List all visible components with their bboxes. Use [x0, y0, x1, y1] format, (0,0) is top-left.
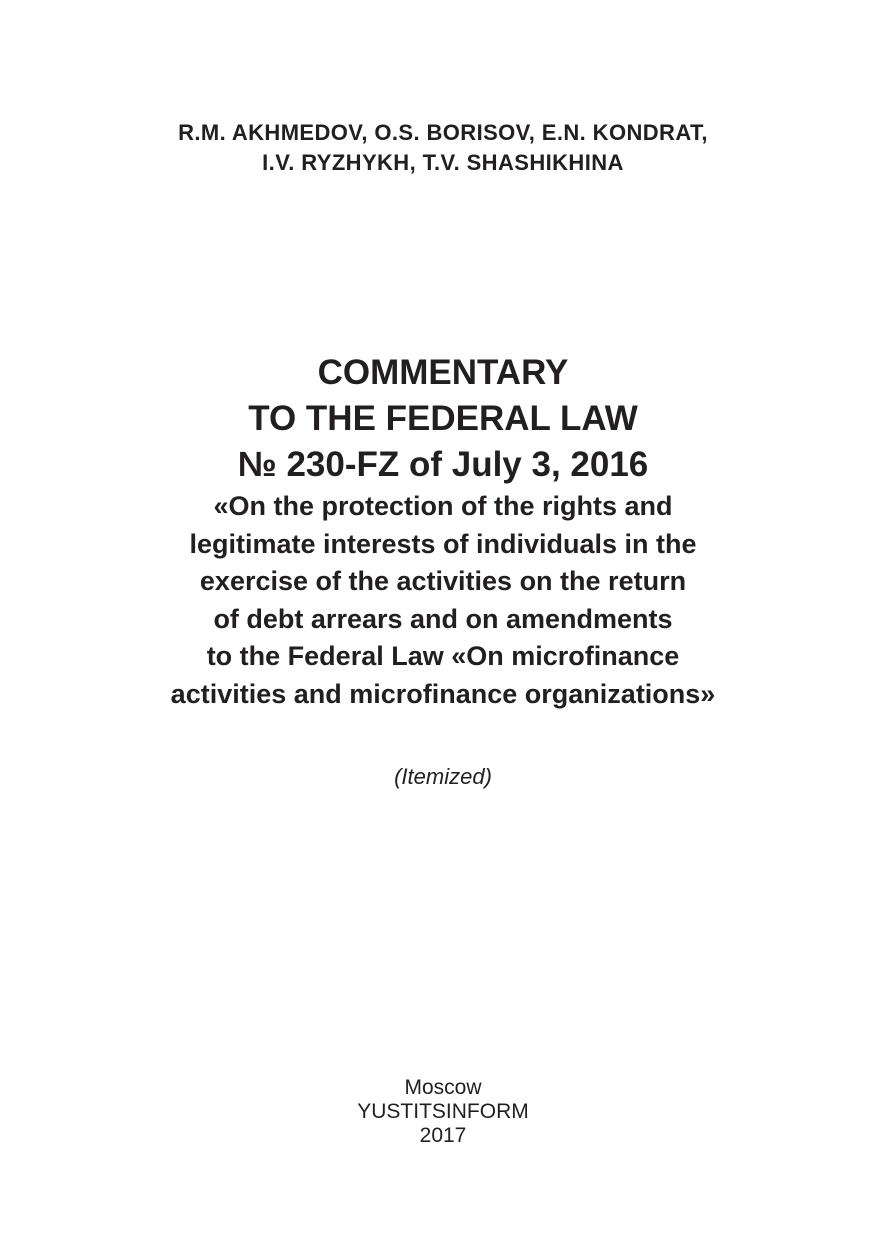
book-subtitle: [0, 488, 886, 714]
authors-line-2: I.V. RYZHYKH, T.V. SHASHIKHINA: [262, 150, 624, 175]
subtitle-line: of debt arrears and on amendments: [213, 603, 673, 634]
imprint-year: 2017: [419, 1124, 467, 1147]
subtitle-line: exercise of the activities on the return: [199, 566, 687, 597]
book-title: [0, 350, 886, 714]
title-line-2: TO THE FEDERAL LAW: [248, 399, 638, 438]
imprint: [0, 1076, 886, 1148]
imprint-city: Moscow: [404, 1076, 482, 1099]
subtitle-line: legitimate interests of individuals in the: [189, 528, 697, 559]
subtitle-line: «On the protection of the rights and: [213, 491, 673, 521]
authors: [0, 118, 886, 178]
authors-line-1: R.M. AKHMEDOV, O.S. BORISOV, E.N. KONDRAT,: [178, 120, 708, 145]
title-line-1: COMMENTARY: [317, 353, 569, 392]
subtitle-line: activities and microfinance organizations»: [170, 678, 716, 709]
imprint-publisher: YUSTITSINFORM: [357, 1100, 529, 1123]
itemized-note: (Itemized): [394, 764, 492, 789]
title-line-3: № 230-FZ of July 3, 2016: [237, 445, 649, 484]
subtitle-line: to the Federal Law «On microfinance: [206, 641, 680, 672]
